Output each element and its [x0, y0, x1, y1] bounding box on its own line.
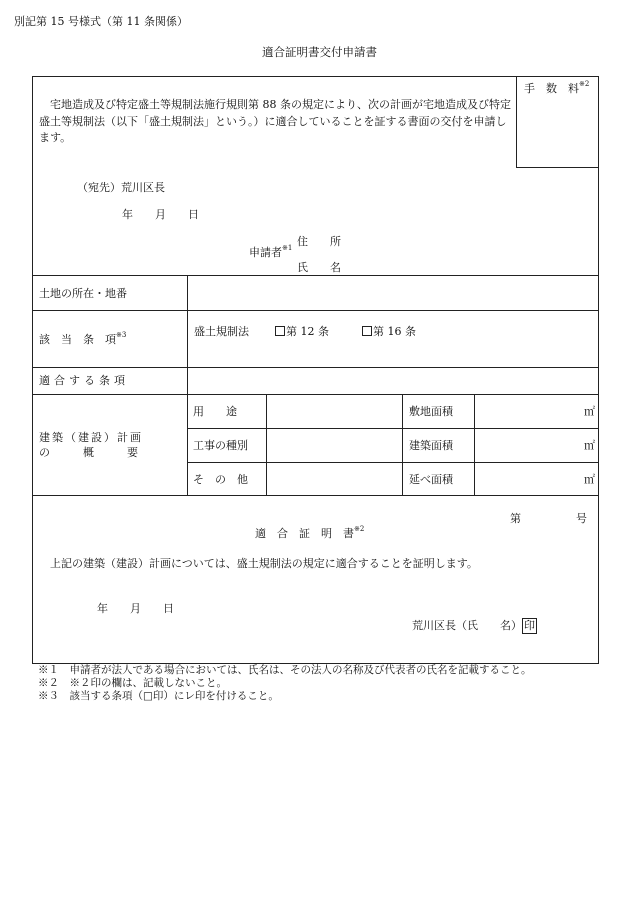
note-3: ※３ 該当する条項（□印）にレ印を付けること。	[38, 690, 279, 702]
plan-other-label: そ の 他	[193, 473, 248, 486]
form-number: 別記第 15 号様式（第 11 条関係）	[14, 15, 188, 28]
divider-plan-row3	[187, 462, 599, 463]
divider-plan-row2	[187, 428, 599, 429]
plan-work-type-label: 工事の種別	[193, 439, 248, 452]
certificate-body: 上記の建築（建設）計画については、盛土規制法の規定に適合することを証明します。	[50, 557, 478, 570]
certificate-number[interactable]: 第 号	[510, 512, 587, 525]
clause-option-12[interactable]: 第 12 条	[275, 325, 329, 338]
divider-conforming	[32, 367, 599, 368]
plan-use-label: 用 途	[193, 405, 237, 418]
plan-label-line2: の 概 要	[39, 446, 138, 459]
divider-certificate	[32, 495, 599, 496]
clause-law: 盛土規制法	[194, 325, 249, 338]
fee-box-bottom-border	[516, 167, 599, 168]
plan-site-area-label: 敷地面積	[409, 405, 453, 418]
applicant-label: 申請者$^{※1}$	[249, 244, 293, 259]
divider-clause	[32, 310, 599, 311]
form-title: 適合証明書交付申請書	[262, 45, 377, 59]
location-field[interactable]	[190, 278, 596, 307]
plan-label-line1: 建築（建設）計画	[39, 431, 143, 444]
addressee: （宛先）荒川区長	[77, 181, 165, 194]
applicant-address-label: 住 所	[297, 235, 341, 248]
site-area-unit: ㎡	[584, 405, 595, 418]
applicant-name-label: 氏 名	[297, 261, 341, 274]
certificate-date[interactable]: 年 月 日	[97, 602, 174, 615]
plan-column-border-1	[266, 394, 267, 495]
building-area-unit: ㎡	[584, 439, 595, 452]
checkbox-icon[interactable]	[275, 326, 285, 336]
divider-location	[32, 275, 599, 276]
fee-box-left-border	[516, 76, 517, 167]
seal-icon: 印	[524, 619, 535, 632]
note-2: ※２ ※２印の欄は、記載しないこと。	[38, 677, 227, 689]
certificate-title: 適 合 証 明 書$^{※2}$	[255, 525, 365, 540]
note-1: ※１ 申請者が法人である場合においては、氏名は、その法人の名称及び代表者の氏名を記載すること。	[38, 664, 532, 676]
plan-column-border-2	[402, 394, 403, 495]
intro-text: 宅地造成及び特定盛土等規制法施行規則第 88 条の規定により、次の計画が宅地造成及び特定盛土等規制法（以下「盛土規制法」という。）に適合していることを証する書面の交付を申請します。	[39, 98, 511, 144]
location-label: 土地の所在・地番	[39, 287, 127, 300]
conforming-label: 適合する条項	[39, 374, 129, 387]
application-date[interactable]: 年 月 日	[122, 208, 199, 221]
divider-plan	[32, 394, 599, 395]
checkbox-icon[interactable]	[362, 326, 372, 336]
plan-floor-area-label: 延べ面積	[409, 473, 453, 486]
fee-label: 手 数 料$^{※2}$	[524, 80, 590, 95]
certificate-issuer: 荒川区長（氏 名） 印	[412, 619, 535, 632]
label-column-border	[187, 275, 188, 495]
conforming-field[interactable]	[190, 370, 596, 392]
clause-option-16[interactable]: 第 16 条	[362, 325, 416, 338]
clause-label: 該 当 条 項$^{※3}$	[39, 331, 127, 346]
floor-area-unit: ㎡	[584, 473, 595, 486]
plan-building-area-label: 建築面積	[409, 439, 453, 452]
plan-column-border-3	[474, 394, 475, 495]
